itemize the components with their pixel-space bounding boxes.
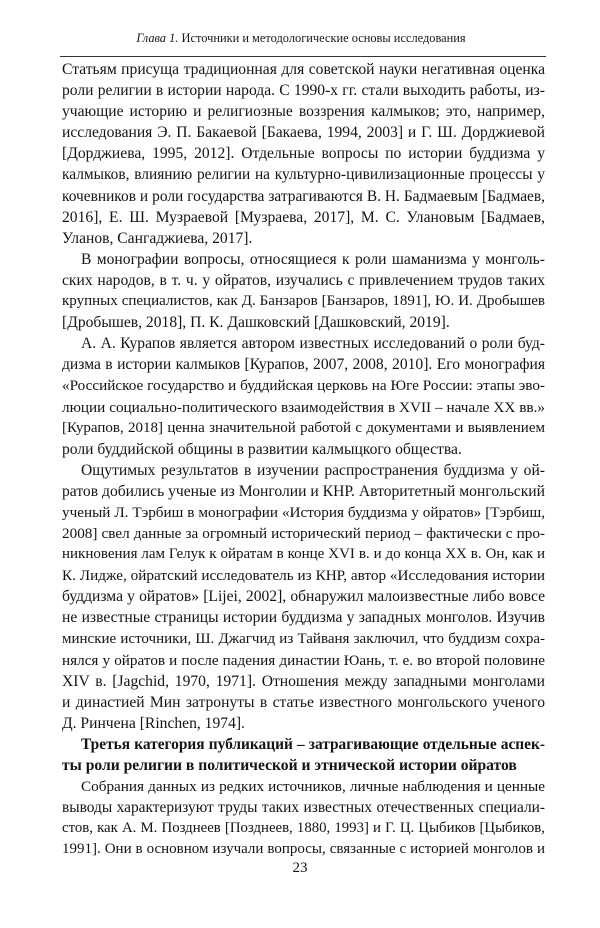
body-text [62, 59, 545, 861]
text-line: роли религии в истории народа. С 1990-х гг. стали выходить работы, из- [62, 82, 545, 100]
section-heading-line: ты роли религии в политической и этнической истории ойратов [62, 757, 517, 775]
text-line: Собрания данных из редких источников, личные наблюдения и ценные [81, 778, 545, 796]
text-line: Статьям присуща традиционная для советской науки негативная оценка [62, 61, 545, 78]
header-divider [60, 56, 546, 57]
text-line: буддизма у ойратов» [Lijei, 2002], обнаружил малоизвестные либо вовсе [62, 588, 545, 606]
chapter-title: Источники и методологические основы исследования [181, 31, 466, 45]
text-line: и династией Мин затронуты в статье известного монгольского ученого [62, 693, 545, 711]
text-line: нялся у ойратов и после падения династии Юань, т. е. во второй половине [62, 651, 545, 669]
text-line: не известные страницы истории буддизма у западных монголов. Изучив [62, 609, 545, 627]
text-line: люции социально-политического взаимодействия в XVII – начале XX вв.» [62, 398, 545, 416]
text-line: ских народов, в т. ч. у ойратов, изучались с привлечением трудов таких [62, 271, 545, 289]
text-line: [Дорджиева, 1995, 2012]. Отдельные вопросы по истории буддизма у [62, 145, 545, 163]
text-line: XIV в. [Jagchid, 1970, 1971]. Отношения между западными монголами [62, 672, 545, 690]
text-line: Уланов, Сангаджиева, 2017]. [62, 229, 253, 247]
text-line: ратов добились ученые из Монголии и КНР. Авторитетный монгольский [62, 482, 545, 500]
text-line: крупных специалистов, как Д. Банзаров [Банзаров, 1891], Ю. И. Дробышев [62, 293, 545, 310]
text-line: выводы характеризуют труды таких известных отечественных специали- [62, 799, 545, 817]
text-line: роли буддийской общины в развитии калмыцкого общества. [62, 440, 462, 458]
text-line: учающие историю и религиозные воззрения калмыков; это, например, [62, 103, 545, 121]
text-line: Ощутимых результатов в изучении распространения буддизма у ой- [81, 461, 545, 479]
text-line: [Курапов, 2018] ценна значительной работой с документами и выявлением [62, 419, 545, 436]
section-heading-line: Третья категория публикаций – затрагивающие отдельные аспек- [81, 736, 545, 753]
text-line: калмыков, влиянию религии на культурно-цивилизационные процессы у [62, 166, 545, 184]
text-line: А. А. Курапов является автором известных исследований о роли буд- [81, 335, 545, 353]
text-line: Д. Ринчена [Rinchen, 1974]. [62, 714, 245, 732]
text-line: минские источники, Ш. Джагчид из Тайваня заключил, что буддизм сохра- [62, 630, 545, 647]
running-header [62, 30, 540, 46]
text-line: никновения лам Гелук к ойратам в конце XVI в. и до конца XX в. Он, как и [62, 546, 545, 563]
text-line: 2008] свел данные за огромный исторический период – фактически с про- [62, 525, 545, 543]
text-line: исследования Э. П. Бакаевой [Бакаева, 1994, 2003] и Г. Ш. Дорджиевой [62, 124, 545, 142]
page-number: 23 [292, 860, 308, 876]
text-line: «Российское государство и буддийская церковь на Юге России: этапы эво- [62, 377, 545, 395]
text-line: стов, как А. М. Позднеев [Позднеев, 1880, 1993] и Г. Ц. Цыбиков [Цыбиков, [62, 820, 545, 837]
text-line: [Дробышев, 2018], П. К. Дашковский [Дашковский, 2019]. [62, 314, 450, 332]
text-line: ученый Л. Тэрбиш в монографии «История буддизма у ойратов» [Тэрбиш, [62, 503, 545, 521]
text-line: дизма в истории калмыков [Курапов, 2007, 2008, 2010]. Его монография [62, 356, 545, 374]
text-line: кочевников и роли государства затрагиваются В. Н. Бадмаевым [Бадмаев, [62, 187, 545, 205]
text-line: К. Лидже, ойратский исследователь из КНР, автор «Исследования истории [62, 567, 545, 585]
chapter-label: Глава 1. [136, 31, 179, 45]
text-line: 2016], Е. Ш. Музраевой [Музраева, 2017], М. С. Улановым [Бадмаев, [62, 208, 545, 226]
text-line: В монографии вопросы, относящиеся к роли шаманизма у монголь- [81, 250, 545, 268]
text-line: 1991]. Они в основном изучали вопросы, связанные с историей монголов и [62, 841, 545, 858]
